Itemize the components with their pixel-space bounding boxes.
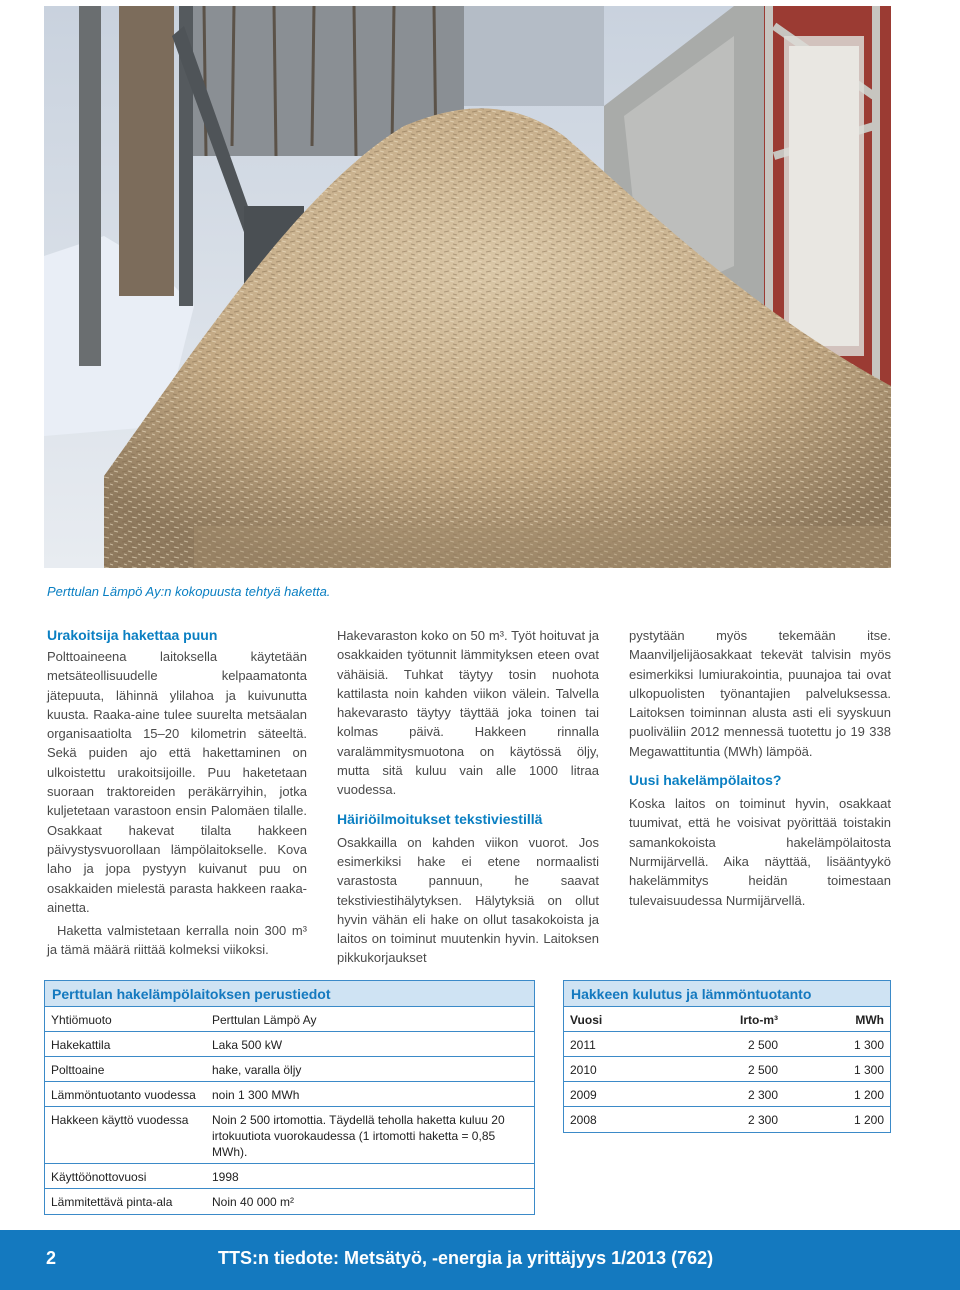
- photo-caption: Perttulan Lämpö Ay:n kokopuusta tehtyä haketta.: [47, 584, 331, 599]
- table-cell-label: Lämmitettävä pinta-ala: [51, 1195, 173, 1209]
- consumption-table: [563, 980, 891, 1133]
- paragraph: pystytään myös tekemään itse. Maanviljelijäosakkaat tekevät talvisin myös esimerkiksi lumiurakointia, puunajoa tai ovat ulkopuolisten työnantajien palveluksessa. Laitoksen toiminnan alusta asti eli syyskuun puoliväliin 2012 mennessä tuotettu jo 19 338 Megawattituntia (MWh) lämpöä.: [629, 628, 891, 759]
- wood-chip-pile-photo: [44, 6, 891, 568]
- table-cell-label: Hakkeen käyttö vuodessa: [51, 1113, 189, 1127]
- table-cell-value: hake, varalla öljy: [212, 1063, 302, 1077]
- table-cell-value: Perttulan Lämpö Ay: [212, 1013, 317, 1027]
- page-number: 2: [46, 1248, 57, 1268]
- table-cell: 1 200: [853, 1113, 884, 1127]
- table-cell: 2 500: [747, 1063, 778, 1077]
- article-column-3: [629, 626, 891, 910]
- table-cell: 1 200: [853, 1088, 884, 1102]
- table-row: [45, 1007, 534, 1032]
- table-cell-value: Noin 2 500 irtomottia. Täydellä teholla haketta kuluu 20 irtokuutiota vuorokaudessa (1 irtomotti haketta = 0,85 MWh).: [212, 1113, 505, 1159]
- article-column-1: [47, 626, 307, 960]
- table-cell: 2010: [570, 1063, 597, 1077]
- table-cell-label: Polttoaine: [51, 1063, 105, 1077]
- table-row: [564, 1082, 890, 1107]
- table-cell: 2 300: [747, 1113, 778, 1127]
- page-footer: [0, 1230, 960, 1290]
- section-heading: Uusi hakelämpölaitos?: [629, 772, 782, 789]
- table-header-row: [564, 1007, 890, 1032]
- table-cell: 2 300: [747, 1088, 778, 1102]
- paragraph: Koska laitos on toiminut hyvin, osakkaat tuumivat, että he voisivat pyörittää toistakin samankokoista hakelämpölaitosta Nurmijärvellä. Aika näyttää, lisääntyykö hakelämmitys heidän toimestaan tulevaisuudessa Nurmijärvellä.: [629, 796, 891, 908]
- basic-info-table: [44, 980, 535, 1215]
- table-cell: 2011: [570, 1038, 596, 1052]
- publication-title: TTS:n tiedote: Metsätyö, -energia ja yrittäjyys 1/2013 (762): [218, 1248, 714, 1268]
- paragraph: Polttoaineena laitoksella käytetään metsäteollisuudelle kelpaamatonta jätepuuta, lähinnä ylilahoa ja kuivunutta kuusta. Raaka-aine tulee suurelta metsäalan organisaatiolta 15–20 kilometrin säteeltä. Sekä puiden ajo että hakettaminen on ulkoistettu urakoitsijoille. Puu haketetaan suoraan traktoreiden peräkärryihin, jotka kuljetetaan varastoon ensin Palomäen tilalle. Osakkaat hakevat tilalta hakkeen päivystysvuorollaan lämpölaitokselle. Kova laho ja jopa pystyyn kuivanut puu on osakkaiden mielestä parasta hakkeen raaka-ainetta.: [47, 649, 307, 915]
- table-row: [45, 1032, 534, 1057]
- column-header-volume: Irto-m³: [740, 1013, 778, 1027]
- table-row: [564, 1032, 890, 1057]
- paragraph: Osakkailla on kahden viikon vuorot. Jos esimerkiksi hake ei etene normaalisti varastosta pannuun, he saavat tekstiviestihälytyksen. Hälytyksiä on ollut hyvin vähän eli hake on ollut tasakokoista ja laitos on toiminut muutenkin hyvin. Laitoksen pikkukorjaukset: [337, 834, 599, 966]
- table-cell-value: 1998: [212, 1170, 239, 1184]
- table-row: [45, 1107, 534, 1164]
- table-cell-value: Noin 40 000 m²: [212, 1195, 295, 1209]
- table-cell: 2 500: [747, 1038, 778, 1052]
- table-cell-value: Laka 500 kW: [212, 1038, 283, 1052]
- table-row: [45, 1082, 534, 1107]
- table-row: [45, 1164, 534, 1189]
- table-title: Hakkeen kulutus ja lämmöntuotanto: [564, 981, 890, 1007]
- column-header-mwh: MWh: [855, 1013, 884, 1027]
- paragraph: Haketta valmistetaan kerralla noin 300 m³ ja tämä määrä riittää kolmeksi viikoksi.: [47, 923, 307, 958]
- table-cell: 1 300: [853, 1063, 884, 1077]
- table-cell: 1 300: [853, 1038, 884, 1052]
- table-row: [45, 1057, 534, 1082]
- section-heading: Urakoitsija hakettaa puun: [47, 627, 218, 643]
- table-title: Perttulan hakelämpölaitoksen perustiedot: [45, 981, 534, 1007]
- column-header-year: Vuosi: [570, 1013, 603, 1027]
- table-cell: 2008: [570, 1113, 597, 1127]
- article-column-2: [337, 626, 599, 968]
- table-cell: 2009: [570, 1088, 597, 1102]
- table-cell-label: Lämmöntuotanto vuodessa: [51, 1088, 196, 1102]
- table-cell-label: Käyttöönottovuosi: [51, 1170, 147, 1184]
- table-cell-label: Yhtiömuoto: [51, 1013, 112, 1027]
- table-row: [564, 1107, 890, 1132]
- table-row: [564, 1057, 890, 1082]
- paragraph: Hakevaraston koko on 50 m³. Työt hoituvat ja osakkaiden työtunnit lämmityksen eteen ovat vähäisiä. Tuhkat täytyy tosin nuohota kattilasta noin kahden viikon välein. Talvella hakevarasto täytyy täyttää joka toinen tai kolmas päivä. Hakkeen rinnalla varalämmitysmuotona on käytössä öljy, mutta sitä kuluu vain alle 1000 litraa vuodessa.: [337, 628, 599, 798]
- table-cell-label: Hakekattila: [51, 1038, 111, 1052]
- table-cell-value: noin 1 300 MWh: [212, 1088, 300, 1102]
- table-row: [45, 1189, 534, 1214]
- section-heading: Häiriöilmoitukset tekstiviestillä: [337, 810, 543, 827]
